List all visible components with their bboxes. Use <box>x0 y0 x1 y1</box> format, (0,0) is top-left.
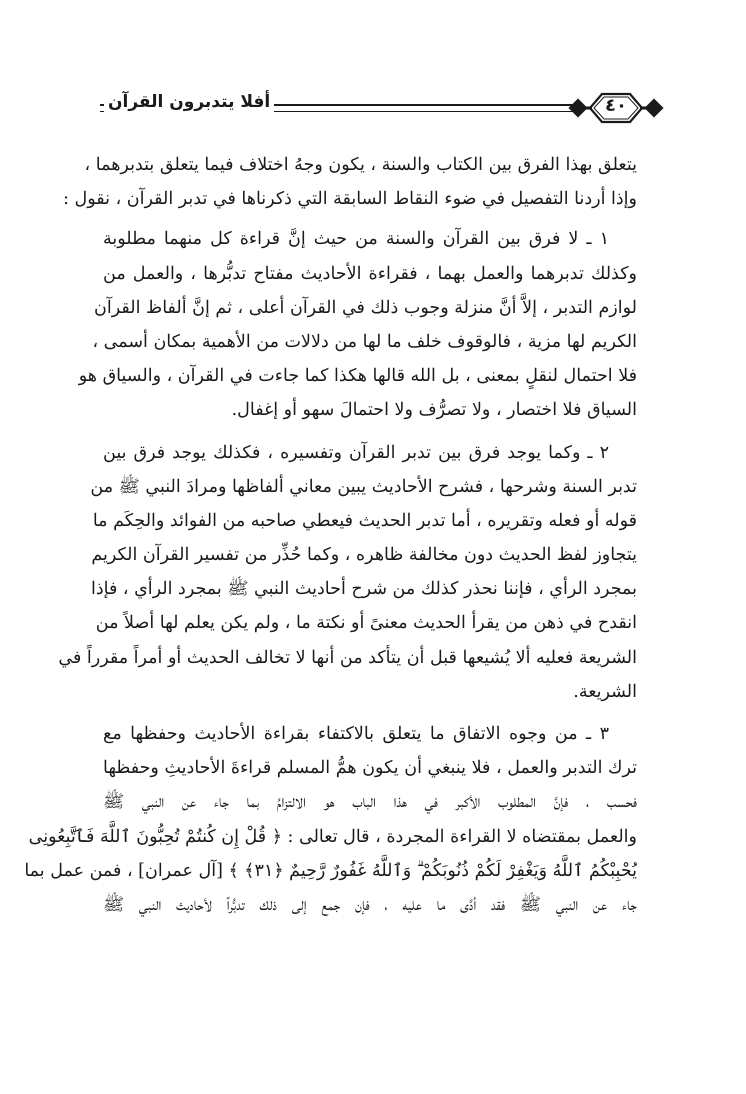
text-line: ٢ ـ وكما يوجد فرق بين تدبر القرآن وتفسيره ، فكذلك يوجد فرق بين <box>103 442 609 463</box>
text-line: ٣ ـ من وجوه الاتفاق ما يتعلق بالاكتفاء بقراءة الأحاديث وحفظها مع <box>103 724 609 744</box>
running-title: أفلا يتدبرون القرآن <box>104 92 274 112</box>
text-line: وإذا أردنا التفصيل في ضوء النقاط السابقة التي ذكرناها في تدبر القرآن ، نقول : <box>63 189 637 210</box>
header-rule <box>230 104 574 112</box>
text-line: والعمل بمقتضاه لا القراءة المجردة ، قال تعالى : ﴿ قُلْ إِن كُنتُمْ تُحِبُّونَ ٱللَّهَ فَٱتَّبِعُونِى <box>28 826 637 847</box>
text-line: الشريعة فعليه ألا يُشيعها قبل أن يتأكد من أنها لا تخالف الحديث أو أمراً مقرراً في <box>58 647 637 668</box>
text-line: الشريعة. <box>573 681 637 702</box>
text-line: بمجرد الرأي ، فإننا نحذر كذلك من شرح أحاديث النبي ﷺ بمجرد الرأي ، فإذا <box>90 579 637 600</box>
text-line: لوازم التدبر ، إلاَّ أنَّ منزلة وجوب ذلك في القرآن أعلى ، ثم إنَّ ألفاظ القرآن <box>94 297 637 318</box>
text-line: فحسب ، فإنَّ المطلوب الأكبر في هذا الباب هو الالتزامُ بما جاء عن النبي ﷺ <box>103 792 637 813</box>
text-line: السياق فلا اختصار ، ولا تصرُّف ولا احتمالَ سهو أو إغفال. <box>231 400 637 421</box>
text-line: انقدح في ذهن من يقرأ الحديث معنىً أو نكتة ما ، ولم يكن يعلم لها أصلاً من <box>95 613 637 634</box>
text-line: تدبر السنة وشرحها ، فشرح الأحاديث يبين معاني ألفاظها ومرادَ النبي ﷺ من <box>90 476 637 497</box>
page-header <box>100 86 660 130</box>
text-line: يتعلق بهذا الفرق بين الكتاب والسنة ، يكون وجهُ اختلاف فيما يتعلق بتدبرهما ، <box>84 155 637 175</box>
text-line: ترك التدبر والعمل ، فلا ينبغي أن يكون همُّ المسلم قراءةَ الأحاديثِ وحفظها <box>103 758 637 779</box>
body-text <box>24 148 637 922</box>
text-line: يُحْبِبْكُمُ ٱللَّهُ وَيَغْفِرْ لَكُمْ ذُنُوبَكُمْ ۗ وَٱللَّهُ غَفُورٌ رَّحِيمٌ ﴿٣١﴾ ﴾ [آل عمران] ، فمن عمل بما <box>24 860 637 881</box>
text-line: الكريم لها مزية ، فالوقوف خلف ما لها من دلالات من الأهمية بمكان أسمى ، <box>92 331 637 352</box>
page-number: ٤٠ <box>605 95 627 116</box>
text-line: جاء عن النبي ﷺ فقد أدَّى ما عليه ، فإن جمع إلى ذلك تدبُّراً لأحاديث النبي ﷺ <box>103 894 637 915</box>
text-line: وكذلك تدبرهما والعمل بهما ، فقراءة الأحاديث مفتاح تدبُّرها ، والعمل من <box>103 263 637 284</box>
text-line: فلا احتمال لنقلٍ بمعنى ، بل الله قالها هكذا كما جاءت في القرآن ، والسياق هو <box>78 366 637 387</box>
text-line: ١ ـ لا فرق بين القرآن والسنة من حيث إنَّ قراءة كل منهما مطلوبة <box>103 229 609 250</box>
text-line: يتجاوز لفظ الحديث دون مخالفة ظاهره ، وكما حُذِّر من تفسير القرآن الكريم <box>91 545 637 566</box>
text-line: قوله أو فعله وتقريره ، أما تدبر الحديث فيعطي صاحبه من الفوائد والحِكَم ما <box>92 510 637 531</box>
